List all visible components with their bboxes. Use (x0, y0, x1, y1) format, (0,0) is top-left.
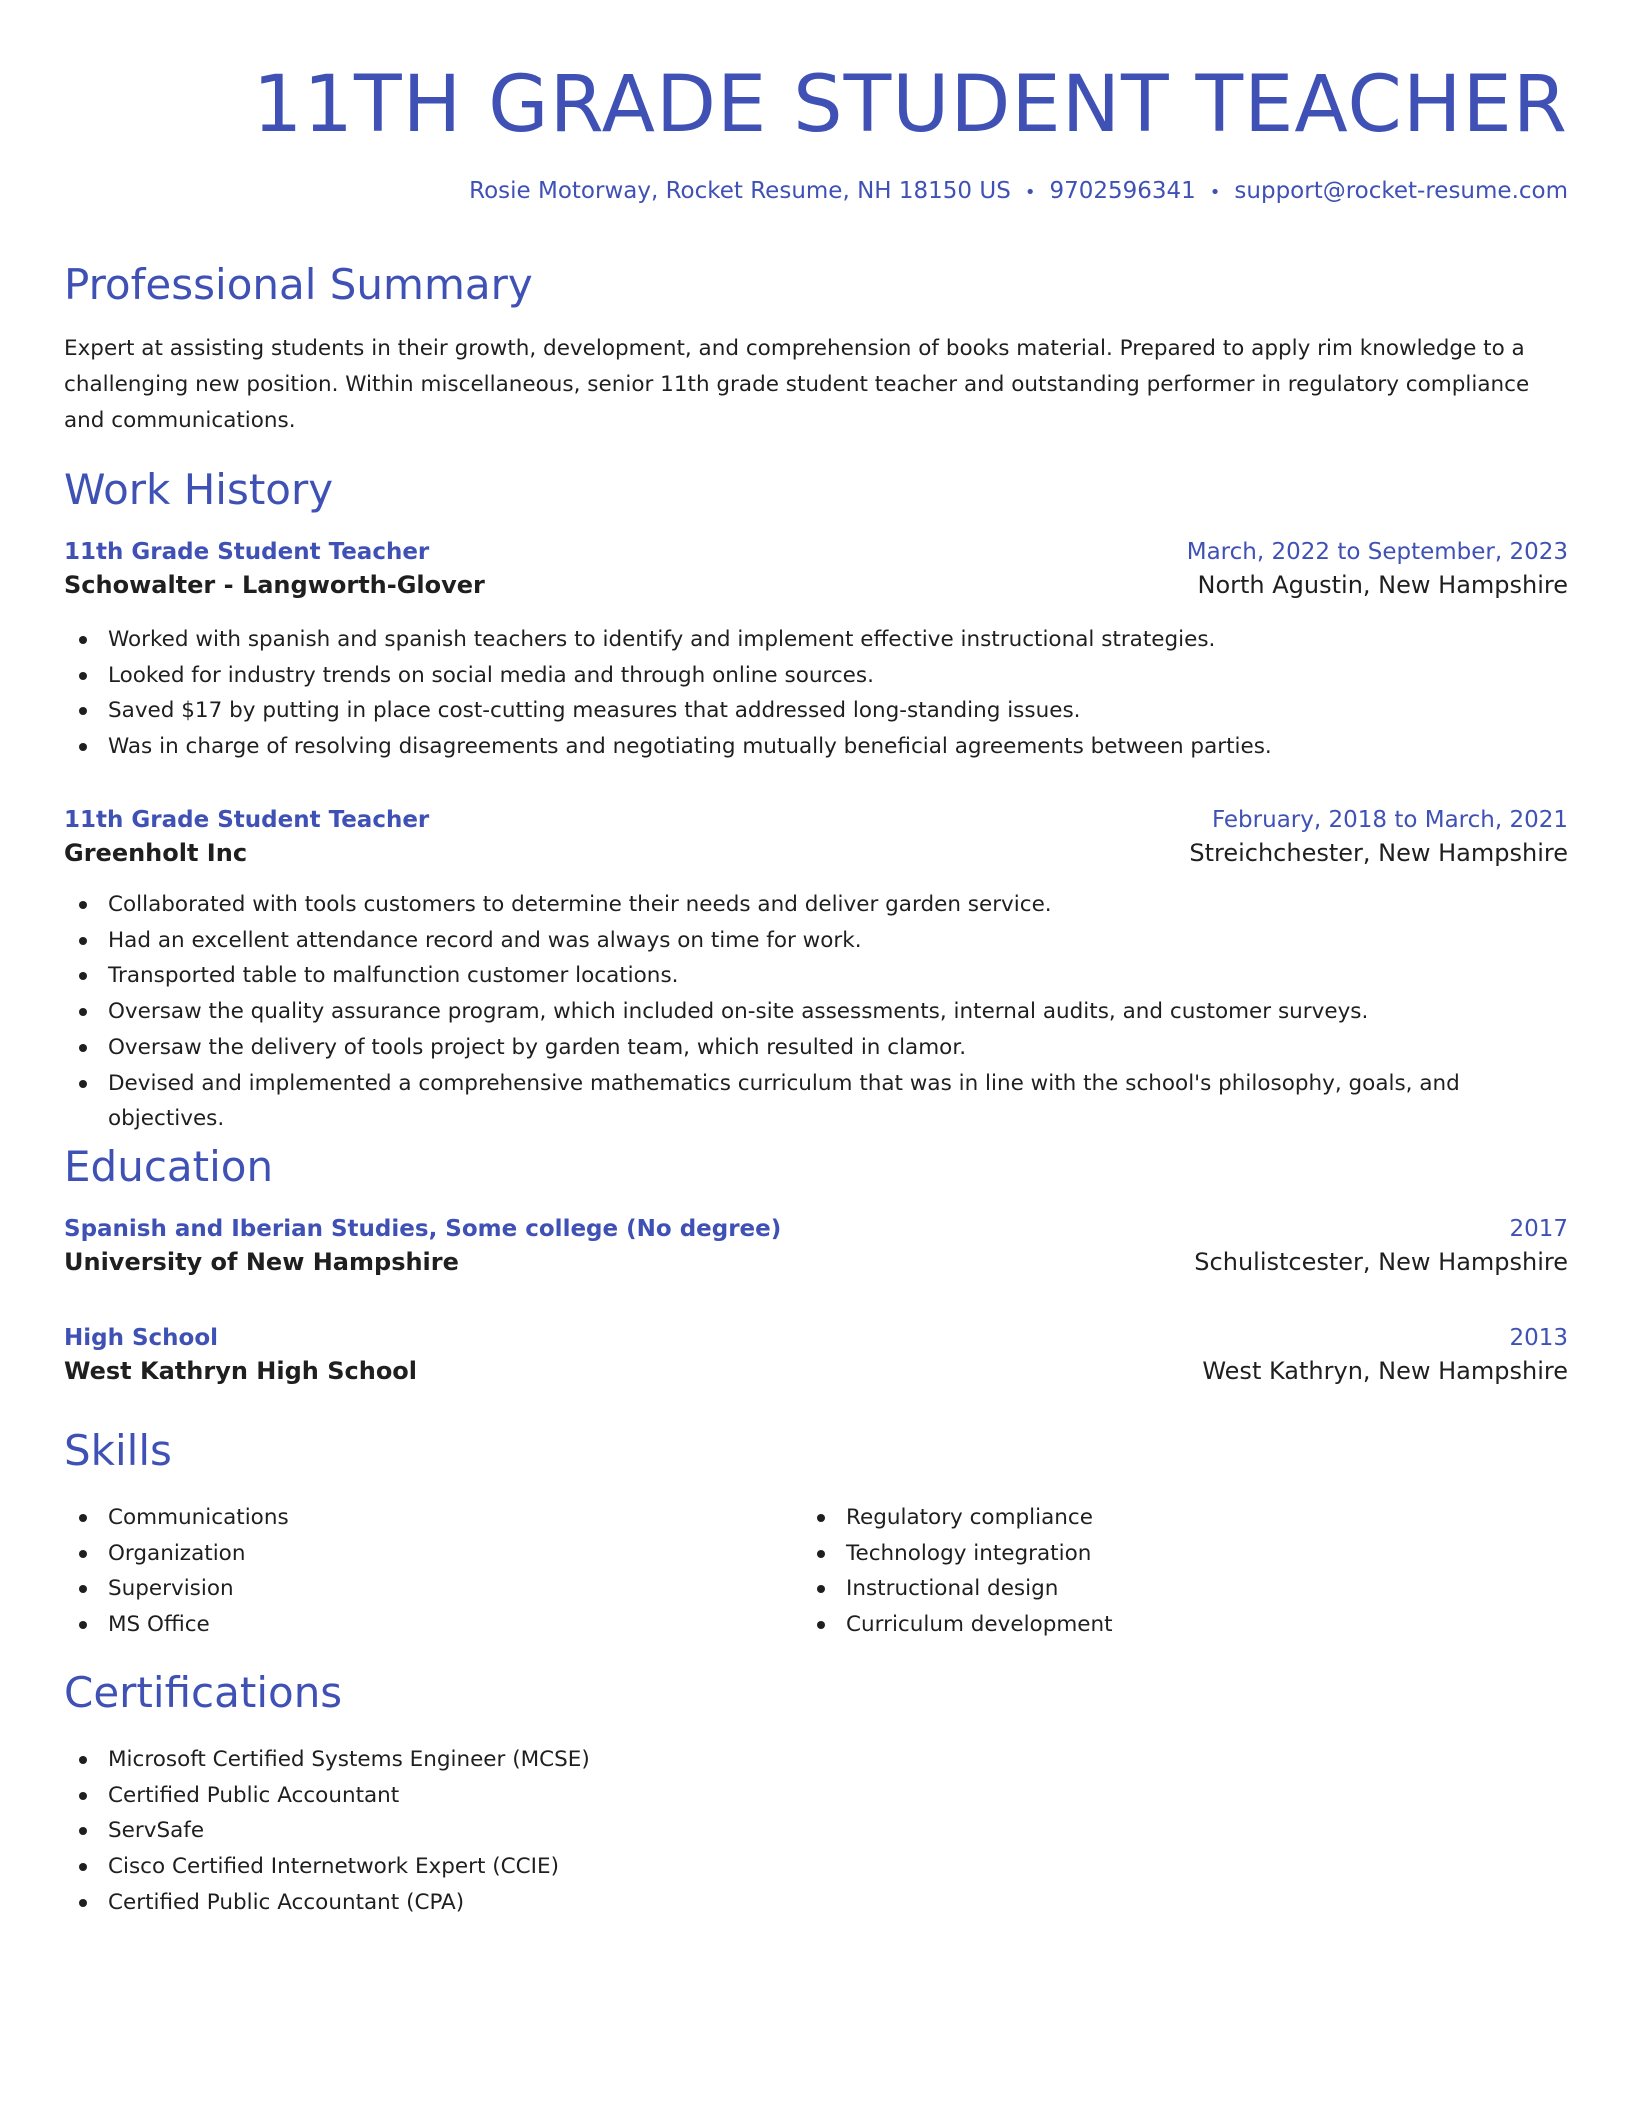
bullet-dot (817, 1550, 825, 1558)
bullet-dot (79, 636, 87, 644)
certifications-list (64, 1742, 1568, 1921)
contact-address: Rosie Motorway, Rocket Resume, NH 18150 US (469, 178, 1011, 204)
education-degree: Spanish and Iberian Studies, Some college (No degree) (64, 1216, 782, 1242)
list-item (64, 994, 1568, 1030)
job-dates: February, 2018 to March, 2021 (1211, 807, 1568, 833)
bullet-text: Transported table to malfunction customer locations. (108, 963, 679, 989)
bullet-dot (79, 1008, 87, 1016)
bullet-text: Oversaw the delivery of tools project by garden team, which resulted in clamor. (108, 1034, 967, 1060)
section-heading-summary: Professional Summary (64, 260, 533, 309)
list-item (64, 1607, 802, 1643)
education-location: Schulistcester, New Hampshire (1194, 1248, 1568, 1276)
section-heading-skills: Skills (64, 1426, 172, 1475)
bullet-dot (817, 1585, 825, 1593)
job-entry (64, 805, 1568, 1137)
bullet-text: Collaborated with tools customers to determine their needs and deliver garden service. (108, 892, 1052, 917)
education-header-row (64, 1323, 1568, 1353)
bullet-dot (79, 1044, 87, 1052)
list-item (64, 1813, 1568, 1849)
list-item (64, 958, 1568, 994)
skill-text: Curriculum development (846, 1612, 1113, 1638)
education-school-row (64, 1244, 1568, 1280)
summary-text: Expert at assisting students in their growth, development, and comprehension of books material. Prepared to apply rim knowledge to a challenging new position. Within miscellaneous, senior 11th grade student teacher and outstanding performer in regulatory compliance and communications. (64, 336, 1530, 433)
education-entry (64, 1323, 1568, 1389)
bullet-dot (79, 1550, 87, 1558)
list-item (802, 1500, 1540, 1536)
bullet-dot (79, 937, 87, 945)
skill-text: Regulatory compliance (846, 1505, 1093, 1530)
bullet-dot (79, 707, 87, 715)
skills-list (64, 1500, 1568, 1643)
bullet-text: Looked for industry trends on social media and through online sources. (108, 662, 874, 688)
job-location: North Agustin, New Hampshire (1197, 571, 1568, 599)
contact-email[interactable]: support@rocket-resume.com (1234, 178, 1568, 204)
job-title: 11th Grade Student Teacher (64, 539, 430, 565)
bullet-dot (79, 743, 87, 751)
bullet-dot (79, 901, 87, 909)
list-item (802, 1607, 1540, 1643)
list-item (64, 658, 1568, 694)
bullet-dot (79, 1863, 87, 1871)
list-item (64, 1885, 1568, 1921)
skills-column-right (802, 1500, 1540, 1643)
list-item (64, 1742, 1568, 1778)
bullet-dot (79, 672, 87, 680)
job-company: Schowalter - Langworth-Glover (64, 571, 485, 599)
skills-column-left (64, 1500, 802, 1643)
education-header-row (64, 1214, 1568, 1244)
job-title: 11th Grade Student Teacher (64, 807, 430, 833)
section-heading-certifications: Certifications (64, 1668, 343, 1717)
skill-text: MS Office (108, 1612, 210, 1638)
list-item (802, 1536, 1540, 1572)
list-item (64, 923, 1568, 959)
certification-text: Certified Public Accountant (108, 1782, 400, 1808)
list-item (64, 1066, 1568, 1137)
bullet-text: Had an excellent attendance record and was always on time for work. (108, 927, 862, 953)
certifications-bullets (64, 1742, 1568, 1921)
certification-text: Certified Public Accountant (CPA) (108, 1889, 465, 1915)
education-degree: High School (64, 1325, 219, 1351)
skill-text: Supervision (108, 1576, 234, 1602)
job-entry (64, 537, 1568, 765)
bullet-text: Worked with spanish and spanish teachers to identify and implement effective instructional strategies. (108, 627, 1216, 652)
list-item (802, 1571, 1540, 1607)
bullet-text: Devised and implemented a comprehensive mathematics curriculum that was in line with the school's philosophy, goals, and objectives. (108, 1070, 1460, 1132)
list-item (64, 887, 1568, 923)
job-company: Greenholt Inc (64, 839, 248, 867)
education-school: University of New Hampshire (64, 1248, 459, 1276)
skills-bullets-right (802, 1500, 1540, 1643)
contact-separator: • (1024, 182, 1036, 203)
education-year: 2013 (1509, 1325, 1568, 1351)
skill-text: Organization (108, 1540, 246, 1566)
list-item (64, 693, 1568, 729)
bullet-dot (79, 1621, 87, 1629)
education-year: 2017 (1509, 1216, 1568, 1242)
contact-phone: 9702596341 (1049, 178, 1196, 204)
job-org-row (64, 835, 1568, 871)
bullet-dot (79, 1080, 87, 1088)
contact-line (469, 176, 1568, 208)
section-heading-work-history: Work History (64, 465, 334, 514)
job-location: Streichchester, New Hampshire (1189, 839, 1568, 867)
job-header-row (64, 537, 1568, 567)
bullet-dot (817, 1514, 825, 1522)
list-item (64, 1849, 1568, 1885)
bullet-dot (79, 1585, 87, 1593)
skill-text: Instructional design (846, 1576, 1059, 1602)
bullet-text: Oversaw the quality assurance program, which included on-site assessments, internal audits, and customer surveys. (108, 999, 1369, 1025)
job-header-row (64, 805, 1568, 835)
list-item (64, 729, 1568, 765)
job-org-row (64, 567, 1568, 603)
job-bullets (64, 887, 1568, 1137)
skill-text: Technology integration (846, 1540, 1092, 1566)
job-dates: March, 2022 to September, 2023 (1186, 539, 1568, 565)
bullet-text: Was in charge of resolving disagreements and negotiating mutually beneficial agreements between parties. (108, 734, 1272, 760)
bullet-dot (79, 972, 87, 980)
list-item (64, 1778, 1568, 1814)
bullet-dot (79, 1899, 87, 1907)
certification-text: Microsoft Certified Systems Engineer (MCSE) (108, 1747, 590, 1772)
bullet-dot (79, 1756, 87, 1764)
list-item (64, 1536, 802, 1572)
education-location: West Kathryn, New Hampshire (1202, 1357, 1568, 1385)
job-bullets (64, 622, 1568, 765)
certification-text: ServSafe (108, 1818, 205, 1844)
certification-text: Cisco Certified Internetwork Expert (CCIE) (108, 1854, 559, 1880)
education-school: West Kathryn High School (64, 1357, 418, 1385)
list-item (64, 1571, 802, 1607)
contact-separator: • (1209, 182, 1221, 203)
list-item (64, 1030, 1568, 1066)
education-entry (64, 1214, 1568, 1280)
bullet-text: Saved $17 by putting in place cost-cutting measures that addressed long-standing issues. (108, 698, 1081, 724)
education-school-row (64, 1353, 1568, 1389)
skills-bullets-left (64, 1500, 802, 1643)
skill-text: Communications (108, 1505, 289, 1530)
resume-title: 11TH GRADE STUDENT TEACHER (252, 60, 1568, 150)
bullet-dot (817, 1621, 825, 1629)
bullet-dot (79, 1792, 87, 1800)
bullet-dot (79, 1827, 87, 1835)
bullet-dot (79, 1514, 87, 1522)
list-item (64, 1500, 802, 1536)
list-item (64, 622, 1568, 658)
section-heading-education: Education (64, 1142, 274, 1191)
